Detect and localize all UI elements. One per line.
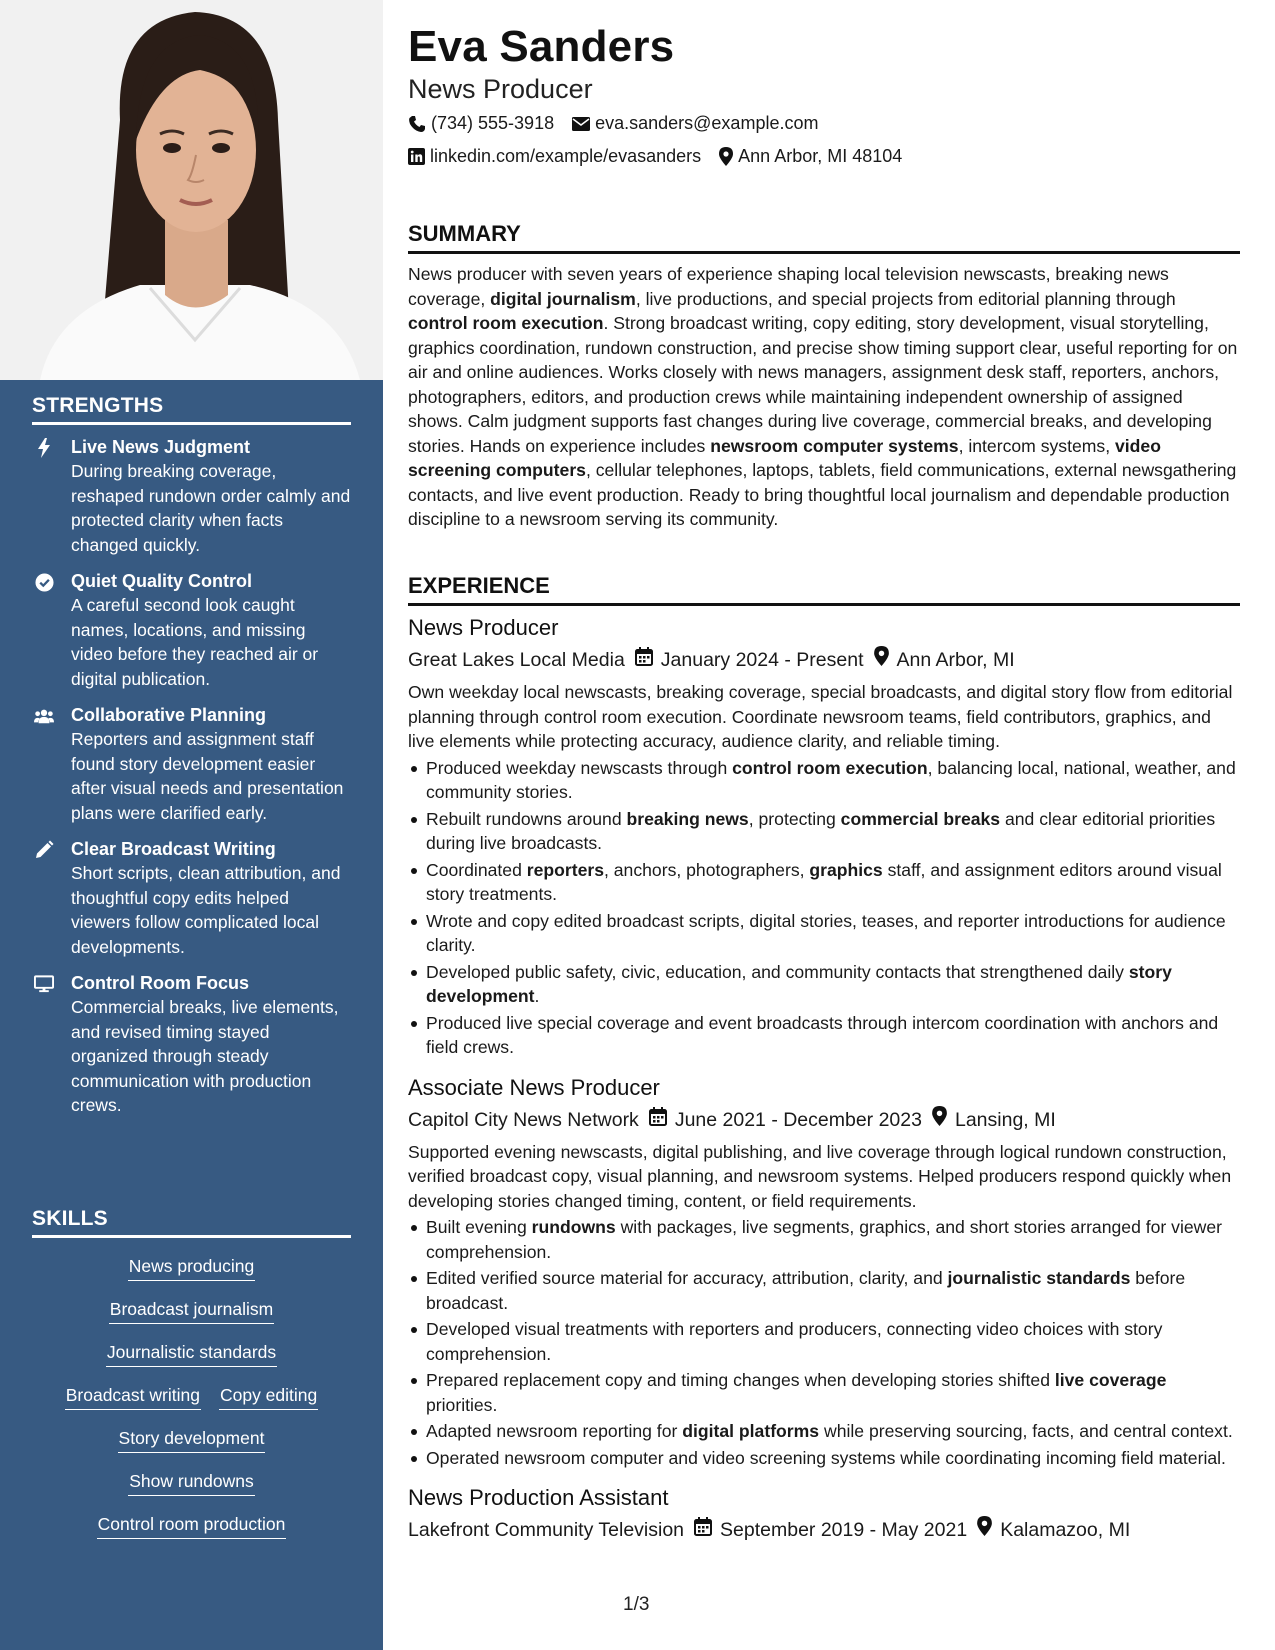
email-contact[interactable] — [572, 113, 818, 134]
job-description: Supported evening newscasts, digital publishing, and live coverage through logical rundown construction, verified broadcast copy, visual planning, and newsroom systems. Helped producers respond quickly when developing stories changed timing, content, or field requirements. — [408, 1141, 1232, 1211]
linkedin-icon — [408, 148, 425, 165]
job-title: News Producer — [408, 615, 559, 640]
job-bullets — [408, 1215, 1240, 1470]
company-name: Great Lakes Local Media — [408, 649, 625, 671]
candidate-name: Eva Sanders — [408, 22, 675, 71]
bullet-item: Rebuilt rundowns around breaking news, protecting commercial breaks and clear editorial priorities during live broadcasts. — [408, 807, 1240, 856]
location-contact — [719, 146, 902, 167]
map-pin-icon — [874, 646, 889, 674]
job-entry — [408, 1484, 1240, 1544]
strength-title: Live News Judgment — [71, 437, 251, 457]
skills-heading: SKILLS — [32, 1207, 351, 1238]
strength-item — [32, 703, 351, 825]
company-name: Capitol City News Network — [408, 1108, 639, 1131]
skill-tag: Story development — [118, 1426, 266, 1453]
strength-item — [32, 837, 351, 959]
bullet-item: Wrote and copy edited broadcast scripts, digital stories, teases, and reporter introductions for audience clarity. — [408, 909, 1240, 958]
linkedin-contact[interactable] — [408, 146, 701, 167]
pencil-icon — [34, 840, 54, 860]
experience-section — [408, 573, 1240, 1544]
strengths-heading: STRENGTHS — [32, 394, 351, 425]
contact-row — [408, 113, 818, 134]
skill-tag: Control room production — [97, 1512, 287, 1539]
job-location: Lansing, MI — [954, 1108, 1056, 1131]
job-location: Kalamazoo, MI — [1000, 1519, 1131, 1541]
experience-heading: EXPERIENCE — [408, 573, 1240, 606]
bullet-item: Produced weekday newscasts through control room execution, balancing local, national, weather, and community stories. — [408, 756, 1240, 805]
page-indicator: 1/3 — [623, 1594, 650, 1615]
job-entry — [408, 1074, 1240, 1471]
sidebar — [0, 0, 383, 1650]
job-location: Ann Arbor, MI — [896, 649, 1015, 671]
strength-item — [32, 435, 351, 557]
phone-text: (734) 555-3918 — [431, 113, 555, 133]
strengths-section — [32, 394, 351, 1130]
location-text: Ann Arbor, MI 48104 — [738, 146, 903, 166]
check-circle-icon — [34, 572, 54, 592]
map-pin-icon — [719, 147, 733, 166]
bullet-item: Built evening rundowns with packages, live segments, graphics, and short stories arranged for viewer comprehension. — [408, 1215, 1240, 1264]
email-text: eva.sanders@example.com — [595, 113, 819, 133]
strength-desc: Commercial breaks, live elements, and revised timing stayed organized through steady communication with production crews. — [71, 997, 339, 1115]
bullet-item: Coordinated reporters, anchors, photographers, graphics staff, and assignment editors around visual story treatments. — [408, 858, 1240, 907]
envelope-icon — [572, 117, 590, 131]
job-entry — [408, 614, 1240, 1060]
strength-title: Clear Broadcast Writing — [71, 839, 276, 859]
job-dates: September 2019 - May 2021 — [720, 1519, 968, 1541]
skill-tag: Broadcast journalism — [109, 1297, 274, 1324]
bullet-item: Developed visual treatments with reporters and producers, connecting video choices with story comprehension. — [408, 1317, 1240, 1366]
bullet-item: Adapted newsroom reporting for digital platforms while preserving sourcing, facts, and central context. — [408, 1419, 1240, 1444]
company-name: Lakefront Community Television — [408, 1519, 685, 1541]
job-title: News Production Assistant — [408, 1485, 669, 1510]
strength-title: Quiet Quality Control — [71, 571, 253, 591]
job-title: Associate News Producer — [408, 1074, 660, 1100]
users-icon — [34, 706, 54, 726]
job-meta — [408, 1516, 1240, 1544]
bullet-item: Edited verified source material for accuracy, attribution, clarity, and journalistic standards before broadcast. — [408, 1266, 1240, 1315]
job-description: Own weekday local newscasts, breaking coverage, special broadcasts, and digital story flow from editorial planning through control room execution. Coordinate newsroom teams, field contributors, graphics, and live elements while protecting accuracy, audience clarity, and reliable timing. — [408, 682, 1233, 751]
strength-desc: Short scripts, clean attribution, and thoughtful copy edits helped viewers follow complicated local developments. — [71, 863, 341, 957]
bullet-item: Prepared replacement copy and timing changes when developing stories shifted live coverage priorities. — [408, 1368, 1240, 1417]
job-dates: June 2021 - December 2023 — [674, 1108, 922, 1131]
bullet-item: Produced live special coverage and event broadcasts through intercom coordination with anchors and field crews. — [408, 1011, 1240, 1060]
job-dates: January 2024 - Present — [660, 649, 864, 671]
monitor-icon — [34, 974, 54, 994]
strength-desc: Reporters and assignment staff found story development easier after visual needs and presentation plans were clarified early. — [71, 729, 344, 823]
strength-desc: A careful second look caught names, locations, and missing video before they reached air or digital publication. — [71, 595, 319, 689]
skills-list — [32, 1254, 351, 1555]
skill-tag: News producing — [128, 1254, 255, 1281]
linkedin-text: linkedin.com/example/evasanders — [430, 146, 702, 166]
summary-section — [408, 221, 1240, 532]
strength-title: Control Room Focus — [71, 973, 249, 993]
candidate-role: News Producer — [408, 74, 593, 104]
calendar-icon — [694, 1516, 712, 1544]
bullet-item: Developed public safety, civic, education, and community contacts that strengthened daily story development. — [408, 960, 1240, 1009]
skill-tag: Broadcast writing — [65, 1383, 201, 1410]
strength-desc: During breaking coverage, reshaped rundown order calmly and protected clarity when facts changed quickly. — [71, 461, 351, 555]
bolt-icon — [34, 438, 54, 458]
skill-tag: Copy editing — [219, 1383, 318, 1410]
skill-tag: Show rundowns — [128, 1469, 255, 1496]
strength-item — [32, 569, 351, 691]
job-meta — [408, 1106, 1240, 1134]
job-meta — [408, 646, 1240, 674]
calendar-icon — [649, 1106, 667, 1134]
bullet-item: Operated newsroom computer and video screening systems while coordinating incoming field material. — [408, 1446, 1240, 1471]
skill-tag: Journalistic standards — [106, 1340, 277, 1367]
map-pin-icon — [932, 1106, 947, 1134]
profile-photo — [0, 0, 383, 380]
map-pin-icon — [977, 1516, 992, 1544]
strength-item — [32, 971, 351, 1118]
summary-heading: SUMMARY — [408, 221, 1240, 254]
skills-section — [32, 1207, 351, 1555]
calendar-icon — [635, 646, 653, 674]
phone-icon — [408, 115, 426, 133]
job-bullets — [408, 756, 1240, 1060]
strength-title: Collaborative Planning — [71, 705, 267, 725]
summary-text: News producer with seven years of experience shaping local television newscasts, breaking news coverage, digital journalism, live productions, and special projects from editorial planning through control room execution. Strong broadcast writing, copy editing, story development, visual storytelling, graphics coordination, rundown construction, and precise show timing support clear, useful reporting for on air and online audiences. Works closely with news managers, assignment desk staff, reporters, anchors, photographers, editors, and production crews while maintaining independent ownership of assigned shows. Calm judgment supports fast changes during live coverage, commercial breaks, and developing stories. Hands on experience includes newsroom computer systems, intercom systems, video screening computers, cellular telephones, laptops, tablets, field communications, external newsgathering contacts, and live event production. Ready to bring thoughtful local journalism and dependable production discipline to a newsroom serving its community. — [408, 264, 1238, 529]
contact-row-2 — [408, 146, 902, 167]
phone-contact[interactable] — [408, 113, 554, 134]
